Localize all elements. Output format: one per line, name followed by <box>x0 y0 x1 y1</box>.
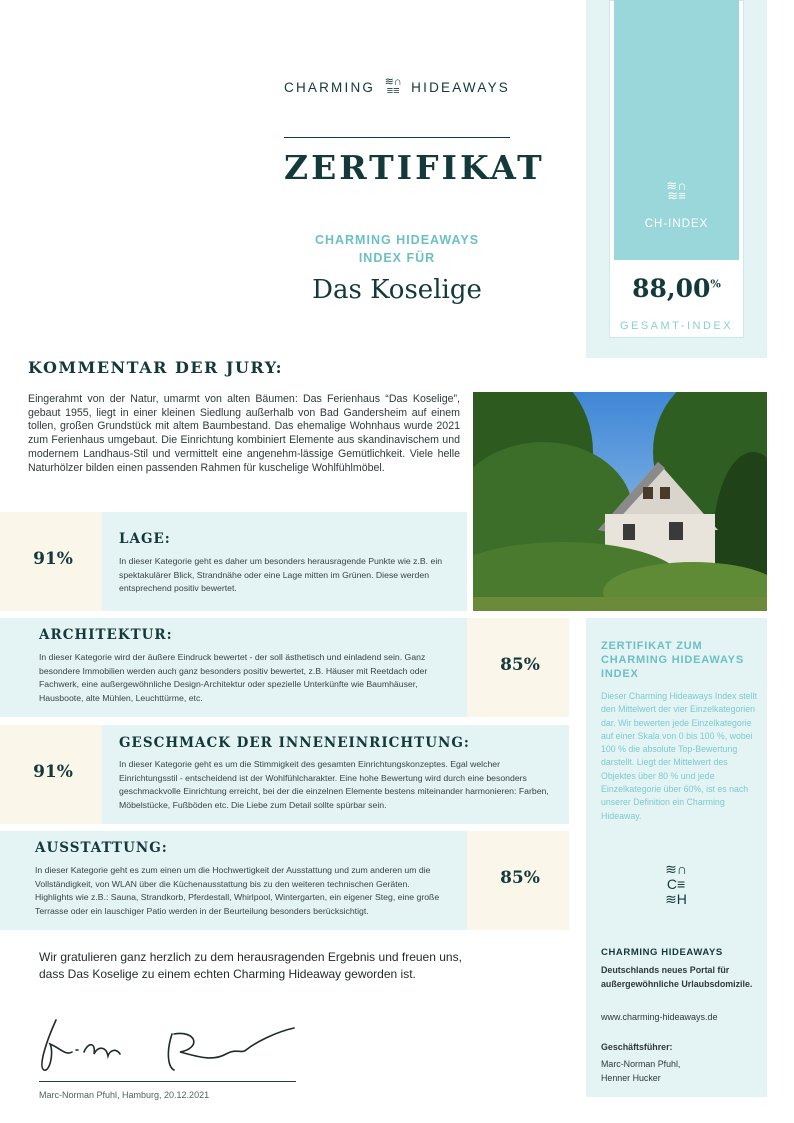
signature-caption: Marc-Norman Pfuhl, Hamburg, 20.12.2021 <box>39 1090 210 1100</box>
info-text: Dieser Charming Hideaways Index stellt den Mittelwert der vier Einzelkategorien dar. Wir bewerten jede Einzelkategorie auf einer Skala von 0 bis 100 %, wobei 100 % die absolute Top-Bewertung darstellt. Liegt der Mittelwert des Objektes über 80 % und jede Einzelkategorie über 60%, ist es nach unserer Definition ein Charming Hideaway. <box>601 691 757 821</box>
geschmack-text: In dieser Kategorie geht es um die Stimmigkeit des gesamten Einrichtungskonzeptes. Egal welcher Einrichtungsstil - entscheidend ist der Wohlfühlcharakter. Eine hohe Bewertung wird durch eine besonders geschmackvolle Einrichtung erreicht, bei der die einzelnen Elemente bestens miteinander harmonieren: Farben, Möbelstücke, Fußböden etc. Die Liebe zum Detail sollte spürbar sein. <box>119 759 549 810</box>
website-link[interactable]: www.charming-hideaways.de <box>601 1012 718 1022</box>
brand-tagline: Deutschlands neues Portal für außergewöhnliche Urlaubsdomizile. <box>601 965 753 989</box>
total-score-value: 88,00 <box>632 274 711 303</box>
lage-percent: 91% <box>33 549 73 569</box>
property-photo <box>473 392 767 611</box>
managing-directors-names: Marc-Norman Pfuhl, Henner Hucker <box>601 1059 681 1083</box>
brand-logo <box>284 76 510 98</box>
title-rule <box>284 137 510 138</box>
total-score <box>614 274 739 303</box>
jury-heading: KOMMENTAR DER JURY: <box>28 358 284 377</box>
property-name: Das Koselige <box>312 275 482 305</box>
ausstattung-text: In dieser Kategorie geht es zum einen um die Hochwertigkeit der Ausstattung und zum anderen um die Vollständigkeit, von WLAN über die Küchenausstattung bis zu den weiteren technischen Geräten. Highlights wie z.B.: Sauna, Strandkorb, Pferdestall, Whirlpool, Wintergarten, ein eigener Steg, eine große Terrasse oder ein lauschiger Patio werden in der Beurteilung besonders berücksichtigt. <box>35 865 440 916</box>
signature-image <box>36 1012 301 1082</box>
total-score-label: GESAMT-INDEX <box>619 320 734 332</box>
info-title: ZERTIFIKAT ZUM CHARMING HIDEAWAYS INDEX <box>601 640 744 680</box>
brand-name: CHARMING HIDEAWAYS <box>601 947 723 958</box>
geschmack-percent: 91% <box>33 762 73 782</box>
ch-logo-icon: ≋∩ ≋≡ <box>666 178 687 203</box>
lage-heading: LAGE: <box>119 531 171 547</box>
logo-right-text: HIDEAWAYS <box>411 79 510 95</box>
index-subtitle: CHARMING HIDEAWAYS INDEX FÜR <box>314 233 480 265</box>
page-title: ZERTIFIKAT <box>284 148 545 187</box>
ch-monogram-icon: ≋∩ C≡ ≋H <box>665 861 687 907</box>
jury-comment: Eingerahmt von der Natur, umarmt von alten Bäumen: Das Ferienhaus “Das Koselige”, gebaut 1955, liegt in einer kleinen Siedlung außerhalb von Bad Gandersheim auf einem tollen, großen Grundstück mit altem Baumbestand. Das ehemalige Wohnhaus wurde 2021 zum Ferienhaus umgebaut. Die Einrichtung kombiniert Elemente aus skandinavischem und modernem Landhaus-Stil und vermittelt eine angenehm-lässige Gemütlichkeit. Viele helle Naturhölzer bilden einen passenden Rahmen für kuschelige Wohlfühlmöbel. <box>28 393 460 474</box>
index-label: CH-INDEX <box>644 218 709 230</box>
ausstattung-heading: AUSSTATTUNG: <box>35 840 168 856</box>
total-score-unit: % <box>710 277 721 291</box>
congratulations-text: Wir gratulieren ganz herzlich zu dem herausragenden Ergebnis und freuen uns, dass Das Koselige zu einem echten Charming Hideaway geworden ist. <box>39 950 462 981</box>
ausstattung-percent: 85% <box>500 868 540 888</box>
lage-text: In dieser Kategorie geht es daher um besonders herausragende Punkte wie z.B. ein spektakulärer Blick, Strandnähe oder eine Lage mitten im Grünen. Diese werden entsprechend positiv bewertet. <box>119 556 443 593</box>
architektur-percent: 85% <box>500 655 540 675</box>
architektur-text: In dieser Kategorie wird der äußere Eindruck bewertet - der soll ästhetisch und einladend sein. Ganz besondere Immobilien werden auch ganz besonders positiv bewertet, z.B. Häuser mit Reetdach oder Fachwerk, eine außergewöhnliche Design-Architektur oder spezielle Unterkünfte wie Baumhäuser, Hausboote, alte Mühlen, Leuchttürme, etc. <box>39 652 428 703</box>
house-photo-illustration <box>473 392 767 611</box>
managing-directors-label: Geschäftsführer: <box>601 1042 673 1052</box>
architektur-heading: ARCHITEKTUR: <box>39 627 173 643</box>
logo-mark-icon: ≋∩ ≡≡ <box>384 76 402 97</box>
logo-left-text: CHARMING <box>284 79 376 95</box>
signature-line <box>39 1081 296 1082</box>
geschmack-heading: GESCHMACK DER INNENEINRICHTUNG: <box>119 735 470 751</box>
